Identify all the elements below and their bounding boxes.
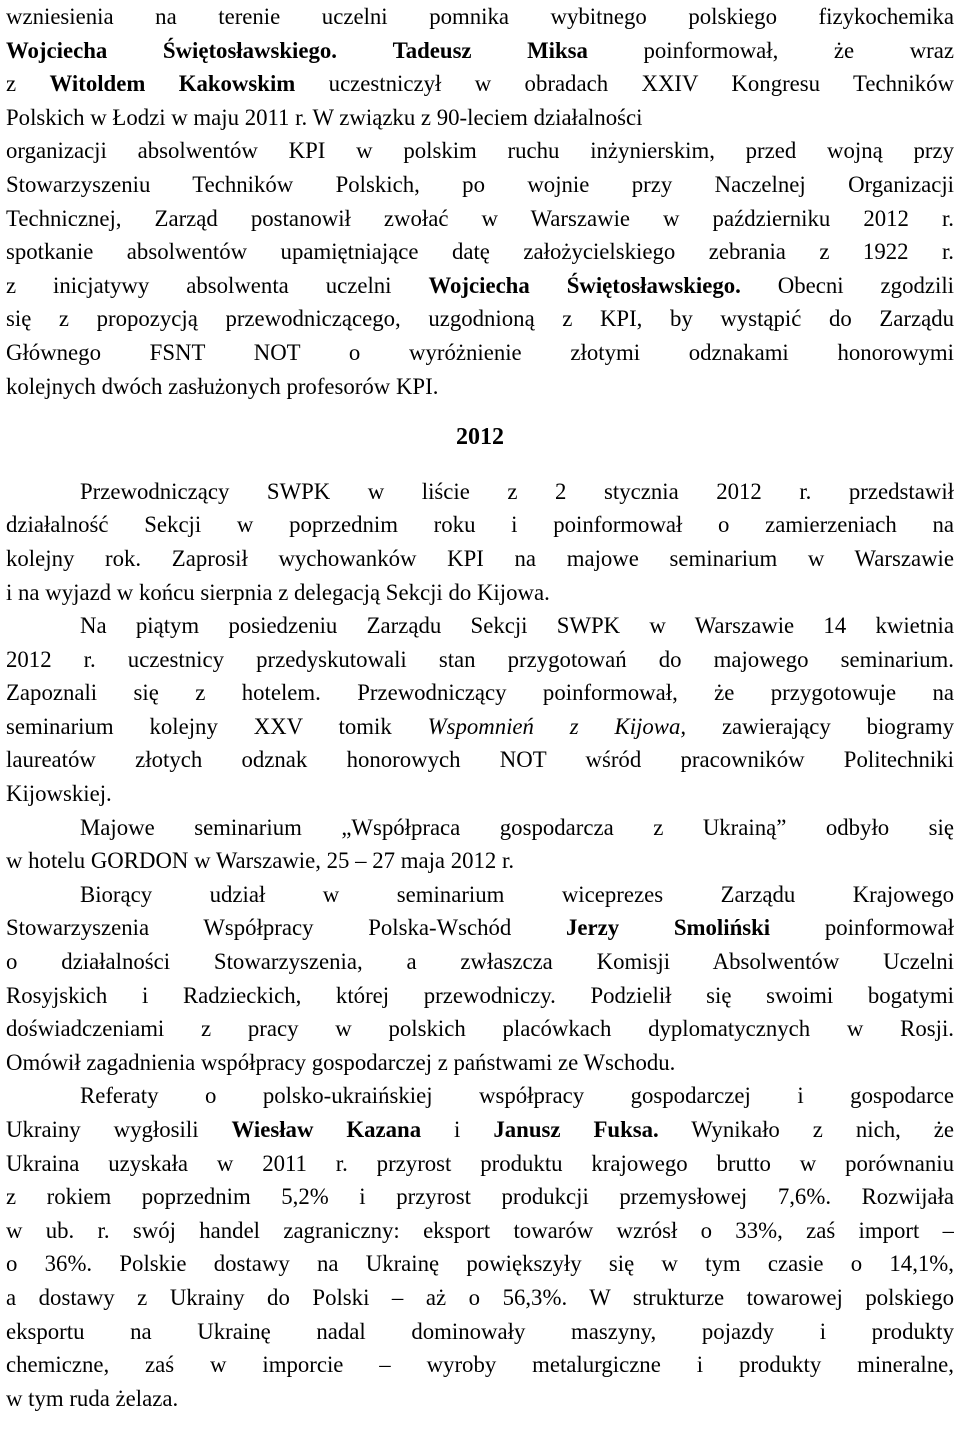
text-run: z rokiem poprzednim 5,2% i przyrost produkcji przemysłowej 7,6%. Rozwijała bbox=[6, 1184, 954, 1210]
text-line bbox=[6, 235, 954, 269]
text-line bbox=[6, 911, 954, 945]
text-line bbox=[6, 710, 954, 744]
text-run: Wojciecha Świętosławskiego. bbox=[6, 37, 338, 63]
text-line bbox=[6, 811, 954, 845]
text-run: Witoldem Kakowskim bbox=[49, 71, 296, 97]
text-run: Przewodniczący SWPK w liście z 2 stycznia 2012 r. przedstawił bbox=[80, 478, 954, 504]
text-line bbox=[6, 475, 954, 509]
text-run: Kijowskiej. bbox=[6, 781, 112, 807]
text-run: Zapoznali się z hotelem. Przewodniczący poinformował, że przygotowuje na bbox=[6, 680, 954, 706]
text-line bbox=[6, 1180, 954, 1214]
text-line bbox=[6, 945, 954, 979]
text-run: Rosyjskich i Radzieckich, której przewodniczy. Podzielił się swoimi bogatymi bbox=[6, 982, 954, 1008]
text-line bbox=[6, 1214, 954, 1248]
text-line bbox=[6, 0, 954, 34]
text-line bbox=[6, 1247, 954, 1281]
text-run: Janusz Fuksa. bbox=[493, 1117, 659, 1142]
text-line bbox=[6, 1281, 954, 1315]
text-run: działalność Sekcji w poprzednim roku i poinformował o zamierzeniach na bbox=[6, 512, 954, 538]
text-line bbox=[6, 676, 954, 710]
text-run: Referaty o polsko-ukraińskiej współpracy gospodarczej i gospodarce bbox=[80, 1083, 954, 1109]
text-run: Na piątym posiedzeniu Zarządu Sekcji SWPK w Warszawie 14 kwietnia bbox=[80, 613, 954, 639]
text-line bbox=[6, 67, 954, 101]
text-run: seminarium kolejny XXV tomik bbox=[6, 713, 428, 739]
text-line bbox=[6, 878, 954, 912]
text-run: Majowe seminarium „Współpraca gospodarcza z Ukrainą” odbyło się bbox=[80, 814, 954, 840]
text-run: o 36%. Polskie dostawy na Ukrainę powiększyły się w tym czasie o 14,1%, bbox=[6, 1251, 954, 1277]
text-run: doświadczeniami z pracy w polskich placówkach dyplomatycznych w Rosji. bbox=[6, 1016, 954, 1042]
text-line bbox=[6, 1348, 954, 1382]
text-run: poinformował bbox=[770, 915, 954, 941]
text-line bbox=[6, 1113, 954, 1147]
text-line bbox=[6, 609, 954, 643]
text-line bbox=[6, 1079, 954, 1113]
text-line bbox=[6, 336, 954, 370]
text-run: i na wyjazd w końcu sierpnia z delegacją Sekcji do Kijowa. bbox=[6, 579, 550, 605]
text-line bbox=[6, 844, 954, 878]
text-run: kolejnych dwóch zasłużonych profesorów KPI. bbox=[6, 373, 439, 399]
text-line bbox=[6, 202, 954, 236]
text-run: Polskich w Łodzi w maju 2011 r. W związku z 90-leciem działalności bbox=[6, 104, 643, 130]
text-run: Tadeusz Miksa bbox=[392, 37, 588, 63]
text-run: w tym ruda żelaza. bbox=[6, 1385, 179, 1411]
text-run: w ub. r. swój handel zagraniczny: eksport towarów wzrósł o 33%, zaś import – bbox=[6, 1217, 954, 1243]
text-run: o działalności Stowarzyszenia, a zwłaszcza Komisji Absolwentów Uczelni bbox=[6, 949, 954, 975]
text-run: poinformował, że wraz bbox=[587, 37, 954, 63]
text-run: Głównego FSNT NOT o wyróżnienie złotymi odznakami honorowymi bbox=[6, 339, 954, 365]
text-line bbox=[6, 542, 954, 576]
text-run: spotkanie absolwentów upamiętniające datę założycielskiego zebrania z 1922 r. bbox=[6, 239, 954, 265]
text-run: zawierający biogramy bbox=[686, 713, 954, 739]
section-heading-2012: 2012 bbox=[456, 424, 504, 451]
text-line bbox=[6, 168, 954, 202]
text-line bbox=[6, 302, 954, 336]
text-run: Technicznej, Zarząd postanowił zwołać w Warszawie w październiku 2012 r. bbox=[6, 205, 954, 231]
text-line bbox=[6, 576, 954, 610]
text-run: uczestniczył w obradach XXIV Kongresu Techników bbox=[295, 71, 954, 97]
text-run: Stowarzyszeniu Techników Polskich, po wojnie przy Naczelnej Organizacji bbox=[6, 171, 954, 197]
text-run: Wiesław Kazana bbox=[231, 1117, 422, 1142]
text-run: Stowarzyszenia Współpracy Polska-Wschód bbox=[6, 915, 566, 941]
text-block-intro bbox=[6, 0, 954, 403]
text-line bbox=[6, 1382, 954, 1416]
text-run: Jerzy Smoliński bbox=[565, 915, 771, 941]
text-line bbox=[6, 777, 954, 811]
text-line bbox=[6, 101, 954, 135]
text-run: Obecni zgodzili bbox=[740, 272, 954, 298]
text-line bbox=[6, 643, 954, 677]
text-run: a dostawy z Ukrainy do Polski – aż o 56,3%. W strukturze towarowej polskiego bbox=[6, 1284, 954, 1310]
text-run: w hotelu GORDON w Warszawie, 25 – 27 maja 2012 r. bbox=[6, 848, 515, 874]
text-block-2012 bbox=[6, 475, 954, 1416]
text-run: Ukrainy wygłosili bbox=[6, 1117, 232, 1142]
text-line bbox=[6, 269, 954, 303]
text-run: Omówił zagadnienia współpracy gospodarczej z państwami ze Wschodu. bbox=[6, 1049, 676, 1075]
text-run: i bbox=[421, 1117, 494, 1142]
text-line bbox=[6, 1012, 954, 1046]
text-run: się z propozycją przewodniczącego, uzgodnioną z KPI, by wystąpić do Zarządu bbox=[6, 306, 954, 332]
text-run: laureatów złotych odznak honorowych NOT wśród pracowników Politechniki bbox=[6, 747, 954, 773]
text-run: Wspomnień z Kijowa, bbox=[427, 713, 687, 739]
text-line bbox=[6, 1147, 954, 1181]
text-line bbox=[6, 979, 954, 1013]
text-line bbox=[6, 508, 954, 542]
text-run: z bbox=[6, 71, 50, 97]
text-line bbox=[6, 1315, 954, 1349]
text-run: Wynikało z nich, że bbox=[658, 1117, 954, 1142]
text-run: organizacji absolwentów KPI w polskim ruchu inżynierskim, przed wojną przy bbox=[6, 138, 954, 164]
text-run bbox=[337, 38, 393, 63]
text-run: kolejny rok. Zaprosił wychowanków KPI na majowe seminarium w Warszawie bbox=[6, 545, 954, 571]
text-line bbox=[6, 1046, 954, 1080]
text-line bbox=[6, 34, 954, 68]
text-run: eksportu na Ukrainę nadal dominowały maszyny, pojazdy i produkty bbox=[6, 1318, 954, 1344]
text-run: z inicjatywy absolwenta uczelni bbox=[6, 272, 429, 298]
text-line bbox=[6, 743, 954, 777]
text-line bbox=[6, 134, 954, 168]
text-run: chemiczne, zaś w imporcie – wyroby metalurgiczne i produkty mineralne, bbox=[6, 1352, 954, 1378]
text-run: Ukraina uzyskała w 2011 r. przyrost produktu krajowego brutto w porównaniu bbox=[6, 1150, 954, 1176]
text-run: wzniesienia na terenie uczelni pomnika wybitnego polskiego fizykochemika bbox=[6, 4, 954, 29]
text-run: 2012 r. uczestnicy przedyskutowali stan przygotowań do majowego seminarium. bbox=[6, 646, 954, 672]
text-run: Wojciecha Świętosławskiego. bbox=[428, 272, 741, 298]
text-run: Biorący udział w seminarium wiceprezes Zarządu Krajowego bbox=[80, 881, 954, 907]
text-line bbox=[6, 370, 954, 404]
